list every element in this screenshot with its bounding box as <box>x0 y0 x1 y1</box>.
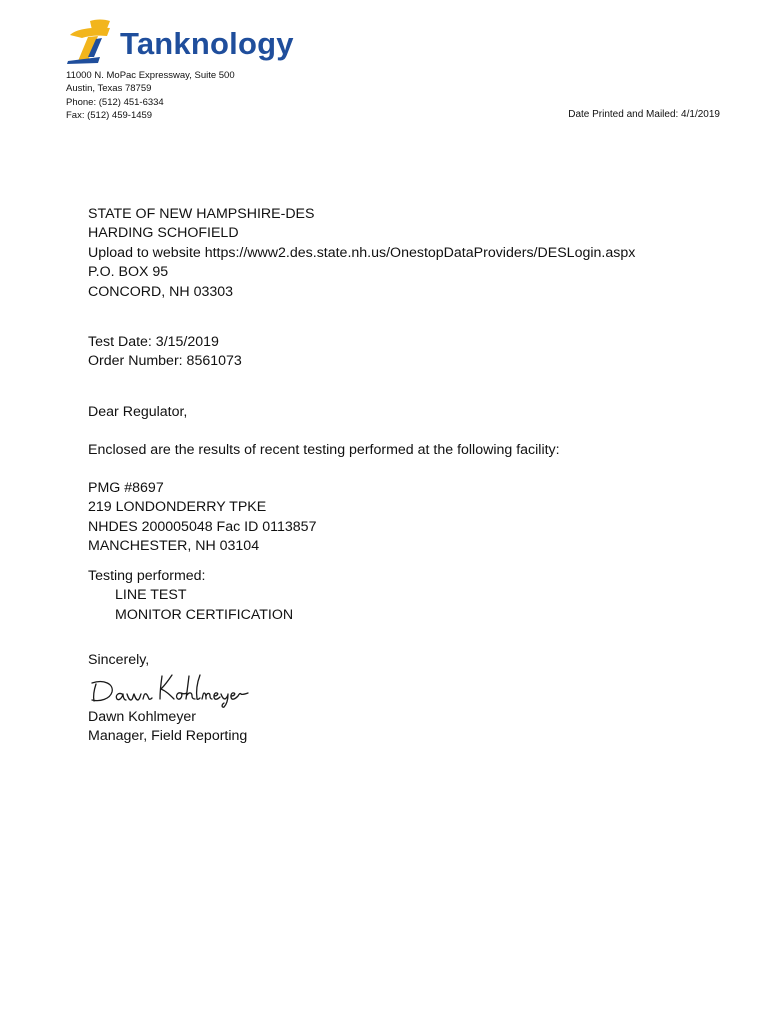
date-printed: Date Printed and Mailed: 4/1/2019 <box>568 109 720 120</box>
company-address <box>66 69 235 123</box>
closing-text: Sincerely, <box>88 652 150 668</box>
phone-line: Phone: (512) 451-6334 <box>66 96 164 108</box>
testing-label: Testing performed: <box>88 568 206 584</box>
facility-line: NHDES 200005048 Fac ID 0113857 <box>88 518 317 535</box>
fax-line: Fax: (512) 459-1459 <box>66 110 153 122</box>
recipient-line: HARDING SCHOFIELD <box>88 225 239 242</box>
testing-item: LINE TEST <box>115 587 187 604</box>
test-info <box>88 333 242 372</box>
handwritten-signature-icon <box>90 668 255 708</box>
intro-text: Enclosed are the results of recent testing performed at the following facility: <box>88 442 560 458</box>
facility-line: 219 LONDONDERRY TPKE <box>88 499 267 516</box>
signer-title: Manager, Field Reporting <box>88 728 248 745</box>
test-date: Test Date: 3/15/2019 <box>88 334 219 350</box>
facility-line: MANCHESTER, NH 03104 <box>88 538 260 555</box>
company-logo <box>66 16 706 66</box>
intro-paragraph <box>88 441 560 460</box>
address-line: Austin, Texas 78759 <box>66 83 152 95</box>
recipient-block <box>88 205 635 302</box>
tanknology-logo-icon <box>66 17 118 65</box>
recipient-line: CONCORD, NH 03303 <box>88 283 234 300</box>
facility-line: PMG #8697 <box>88 480 164 496</box>
salutation <box>88 403 187 422</box>
signature <box>90 668 255 713</box>
salutation-text: Dear Regulator, <box>88 404 188 420</box>
facility-block <box>88 479 316 557</box>
address-line: 11000 N. MoPac Expressway, Suite 500 <box>66 70 235 81</box>
order-number: Order Number: 8561073 <box>88 353 242 370</box>
company-name: Tanknology <box>120 26 294 61</box>
recipient-upload-line: Upload to website https://www2.des.state.nh.us/OnestopDataProviders/DESLogin.aspx <box>88 244 636 261</box>
letterhead <box>66 16 706 66</box>
recipient-line: P.O. BOX 95 <box>88 264 169 281</box>
signer-block <box>88 708 247 747</box>
signer-name: Dawn Kohlmeyer <box>88 709 197 725</box>
testing-block <box>88 567 293 625</box>
testing-item: MONITOR CERTIFICATION <box>115 606 294 623</box>
recipient-line: STATE OF NEW HAMPSHIRE-DES <box>88 206 315 222</box>
